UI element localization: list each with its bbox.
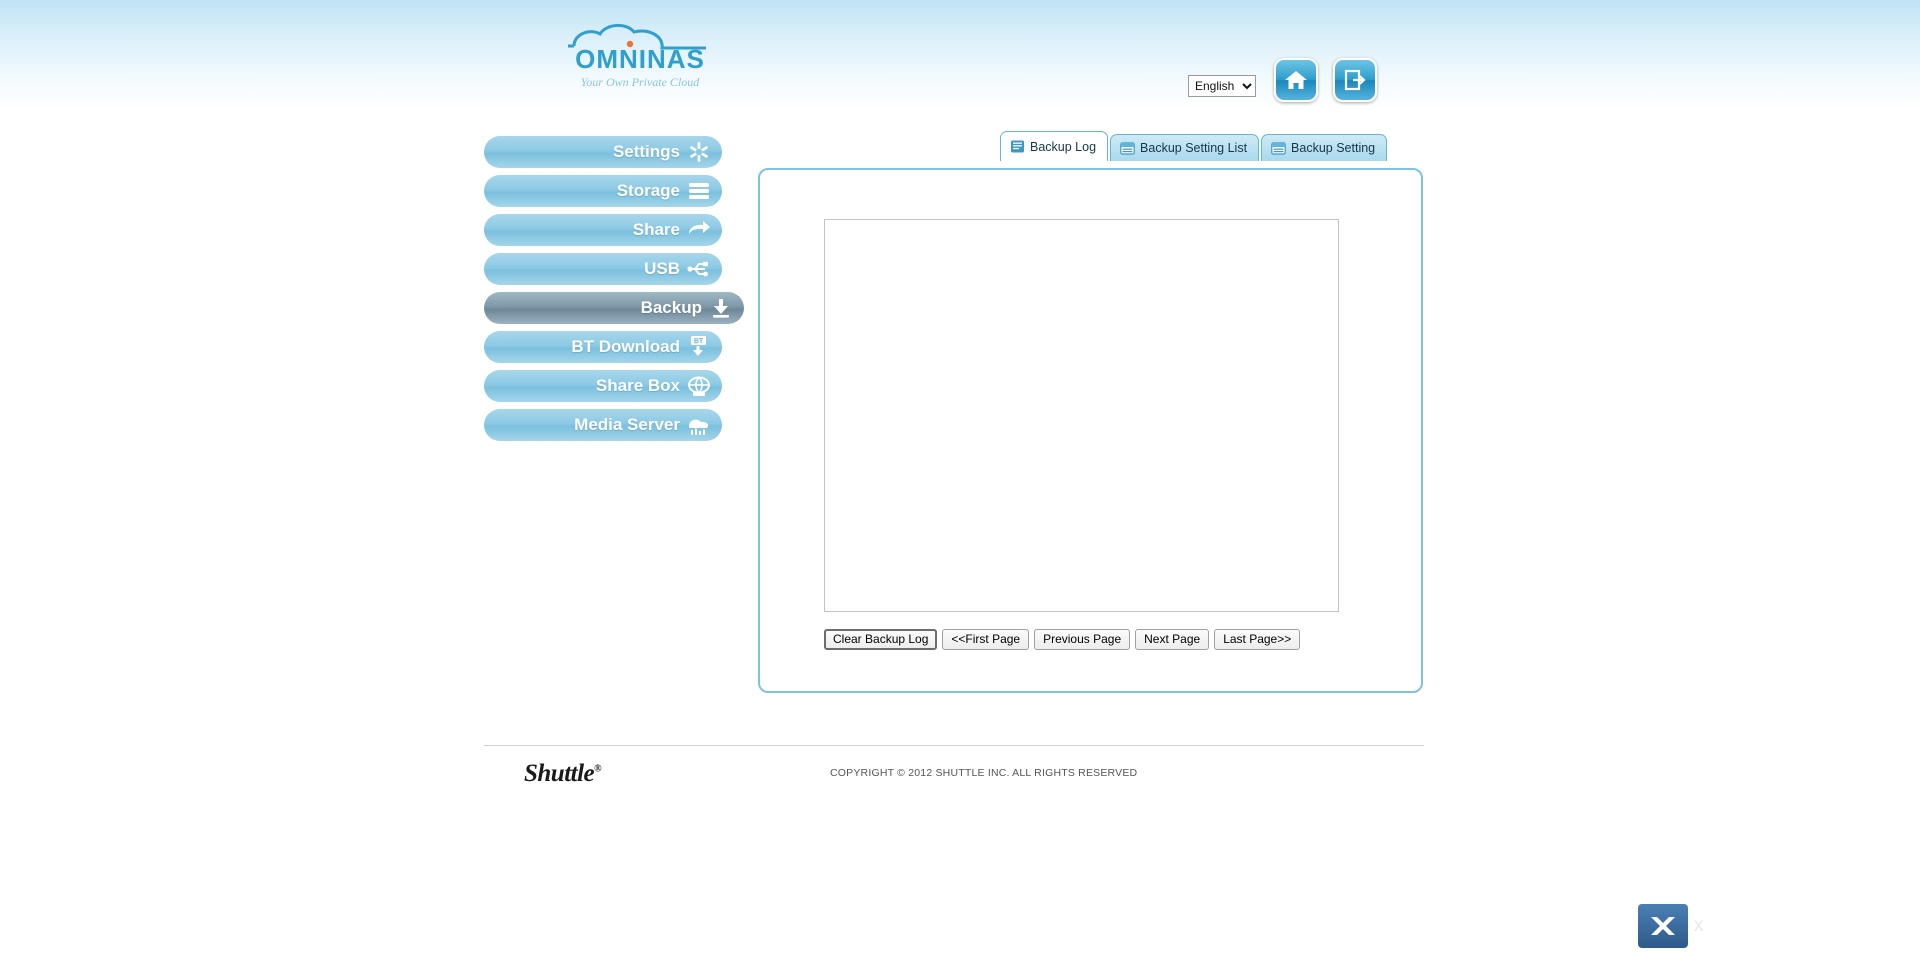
svg-text:BT: BT bbox=[693, 338, 704, 346]
watermark bbox=[1638, 900, 1908, 952]
tab-backup-log[interactable] bbox=[1000, 131, 1108, 161]
svg-text:Your Own Private Cloud: Your Own Private Cloud bbox=[580, 75, 700, 89]
log-button-row bbox=[824, 629, 1300, 650]
first-page-button[interactable]: <<First Page bbox=[942, 629, 1029, 650]
setting-icon bbox=[1271, 141, 1286, 156]
watermark-text-rest: tremehardware.com bbox=[1703, 915, 1873, 936]
copyright-text: COPYRIGHT © 2012 SHUTTLE INC. ALL RIGHTS RESERVED bbox=[830, 767, 1138, 779]
sidebar-item-settings[interactable] bbox=[484, 136, 722, 168]
home-button[interactable] bbox=[1274, 58, 1318, 102]
log-icon bbox=[1010, 139, 1025, 154]
media-server-icon bbox=[686, 412, 712, 438]
tab-label: Backup Log bbox=[1030, 139, 1097, 154]
shuttle-logo bbox=[524, 760, 601, 788]
sidebar-item-label: Share Box bbox=[595, 376, 680, 395]
sidebar-item-label: Media Server bbox=[574, 415, 680, 434]
watermark-text bbox=[1694, 915, 1872, 937]
backup-log-panel bbox=[758, 168, 1423, 693]
sidebar-item-label: BT Download bbox=[571, 337, 680, 356]
shuttle-logo-text: Shuttle bbox=[524, 760, 595, 787]
sidebar-item-media-server[interactable] bbox=[484, 409, 722, 441]
backup-download-icon bbox=[708, 295, 734, 321]
tab-bar bbox=[1000, 131, 1389, 161]
tab-backup-setting[interactable] bbox=[1261, 134, 1387, 161]
sidebar-item-usb[interactable] bbox=[484, 253, 722, 285]
previous-page-button[interactable]: Previous Page bbox=[1034, 629, 1130, 650]
sidebar-item-label: Settings bbox=[612, 142, 680, 161]
sidebar-item-share[interactable] bbox=[484, 214, 722, 246]
sidebar-item-bt-download[interactable] bbox=[484, 331, 722, 363]
sidebar-item-storage[interactable] bbox=[484, 175, 722, 207]
home-icon bbox=[1284, 69, 1308, 91]
usb-icon bbox=[686, 256, 712, 282]
sidebar-item-label: Storage bbox=[616, 181, 680, 200]
share-box-icon bbox=[686, 373, 712, 399]
list-icon bbox=[1120, 141, 1135, 156]
bt-download-icon bbox=[686, 334, 712, 360]
backup-log-textarea[interactable] bbox=[824, 219, 1339, 612]
logout-button[interactable] bbox=[1333, 58, 1377, 102]
tab-label: Backup Setting List bbox=[1140, 141, 1248, 155]
sidebar-item-label: Backup bbox=[640, 298, 702, 317]
logout-icon bbox=[1343, 69, 1367, 91]
watermark-x-icon bbox=[1638, 904, 1688, 948]
svg-text:OMNINAS: OMNINAS bbox=[575, 44, 705, 74]
disks-icon bbox=[686, 178, 712, 204]
gear-icon bbox=[686, 139, 712, 165]
tab-backup-setting-list[interactable] bbox=[1110, 134, 1259, 161]
registered-mark: ® bbox=[594, 763, 602, 775]
sidebar-item-label: Share bbox=[632, 220, 680, 239]
sidebar-item-share-box[interactable] bbox=[484, 370, 722, 402]
language-select[interactable] bbox=[1188, 75, 1256, 97]
last-page-button[interactable]: Last Page>> bbox=[1214, 629, 1300, 650]
sidebar-item-backup[interactable] bbox=[484, 292, 744, 324]
next-page-button[interactable]: Next Page bbox=[1135, 629, 1209, 650]
share-folder-icon bbox=[686, 217, 712, 243]
watermark-text-x: x bbox=[1694, 915, 1704, 936]
tab-label: Backup Setting bbox=[1291, 141, 1376, 155]
sidebar-item-label: USB bbox=[644, 259, 680, 278]
sidebar-nav bbox=[484, 136, 724, 448]
clear-backup-log-button[interactable]: Clear Backup Log bbox=[824, 629, 937, 650]
footer-divider bbox=[484, 745, 1424, 746]
page-header bbox=[0, 0, 1920, 110]
omninas-logo bbox=[556, 18, 726, 96]
logo-graphic bbox=[556, 18, 726, 96]
